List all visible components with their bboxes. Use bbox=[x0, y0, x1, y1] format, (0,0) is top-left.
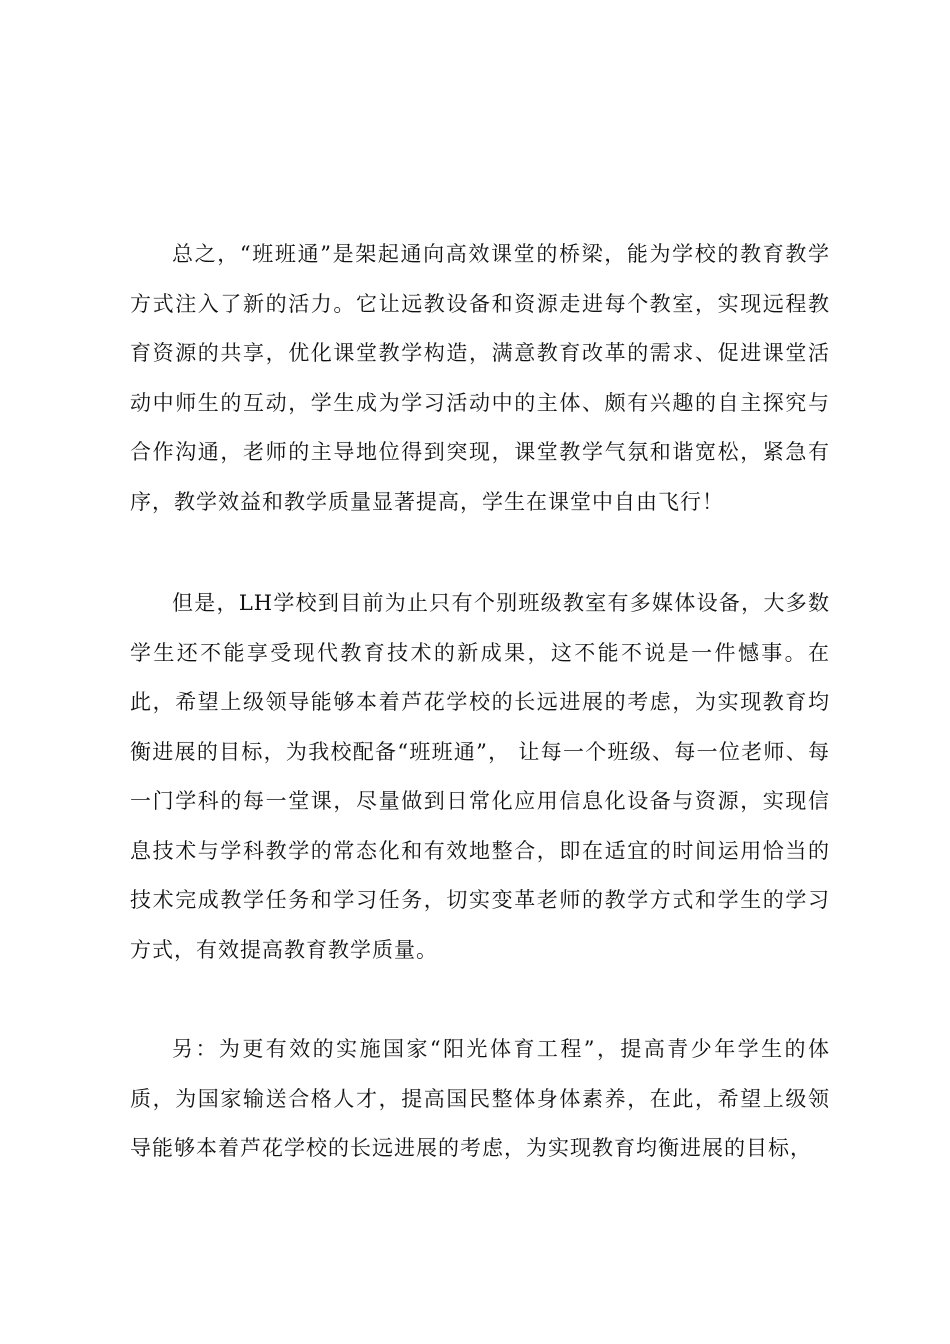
paragraph-conclusion: 总之，“班班通”是架起通向高效课堂的桥梁，能为学校的教育教学方式注入了新的活力。它让远教设备和资源走进每个教室，实现远程教育资源的共享，优化课堂教学构造，满意教育改革的需求、促进课堂活动中师生的互动，学生成为学习活动中的主体、颇有兴趣的自主探究与合作沟通，老师的主导地位得到突现，课堂教学气氛和谐宽松，紧急有序，教学效益和教学质量显著提高，学生在课堂中自由飞行！ bbox=[130, 242, 830, 514]
paragraph-request-equipment: 但是，LH学校到目前为止只有个别班级教室有多媒体设备，大多数学生还不能享受现代教育技术的新成果，这不能不说是一件憾事。在此，希望上级领导能够本着芦花学校的长远进展的考虑，为实现教育均衡进展的目标，为我校配备“班班通”， 让每一个班级、每一位老师、每一门学科的每一堂课，尽量做到日常化应用信息化设备与资源，实现信息技术与学科教学的常态化和有效地整合，即在适宜的时间运用恰当的技术完成教学任务和学习任务，切实变革老师的教学方式和学生的学习方式，有效提高教育教学质量。 bbox=[130, 591, 830, 962]
paragraph-sunshine-sports: 另：为更有效的实施国家“阳光体育工程”，提高青少年学生的体质，为国家输送合格人才，提高国民整体身体素养，在此，希望上级领导能够本着芦花学校的长远进展的考虑，为实现教育均衡进展的目标， bbox=[130, 1037, 830, 1160]
